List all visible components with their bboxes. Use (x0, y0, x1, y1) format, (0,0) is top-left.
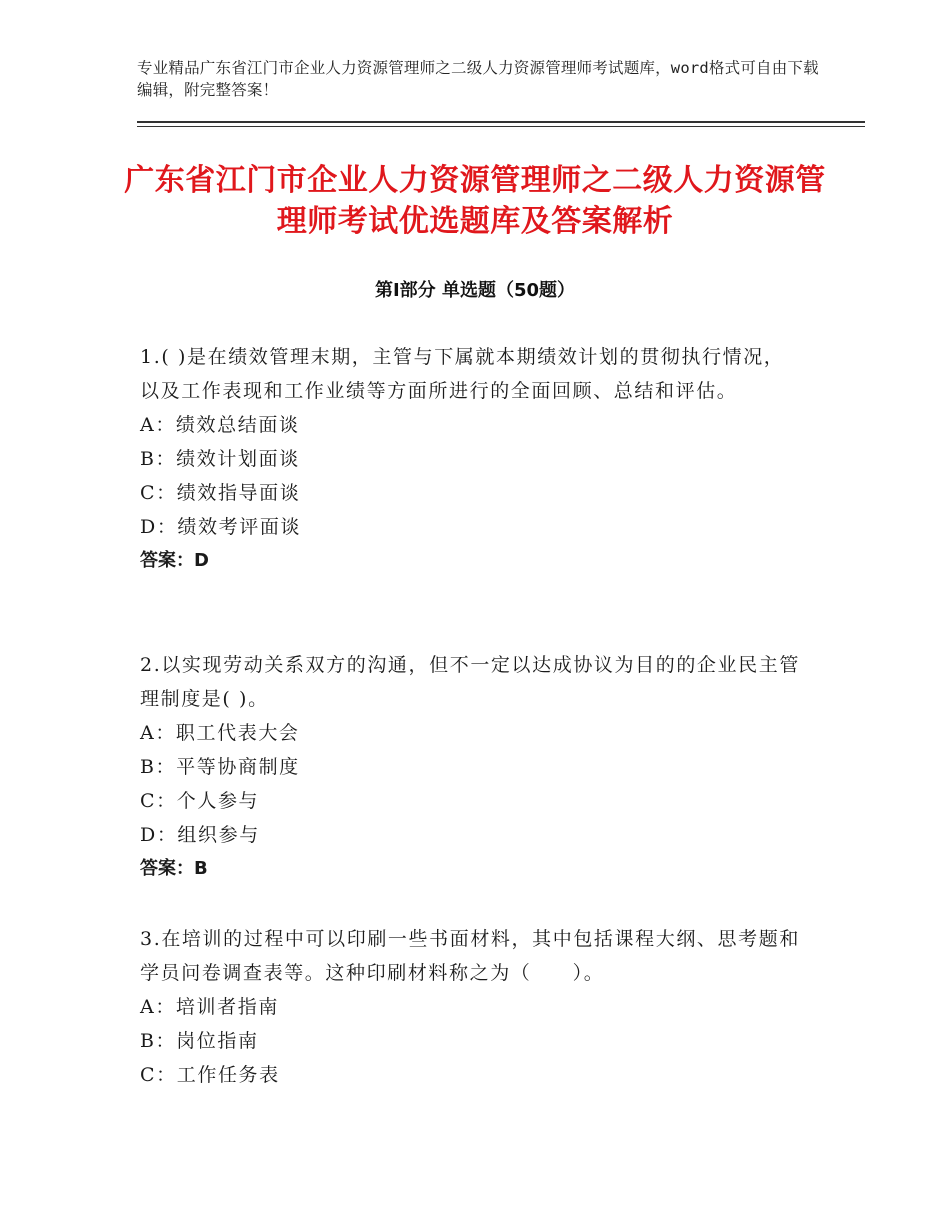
option-d: D：绩效考评面谈 (140, 516, 302, 538)
answer: 答案：D (140, 550, 209, 571)
option-b: B：绩效计划面谈 (140, 448, 300, 470)
option-c: C：个人参与 (140, 790, 260, 812)
header-rule-thin (137, 126, 865, 127)
option-b: B：岗位指南 (140, 1030, 259, 1052)
option-a: A：培训者指南 (140, 996, 279, 1018)
question-stem: 1.( )是在绩效管理末期，主管与下属就本期绩效计划的贯彻执行情况，以及工作表现和工作业绩等方面所进行的全面回顾、总结和评估。 (140, 346, 785, 402)
question-2 (140, 648, 800, 886)
question-1 (140, 340, 800, 578)
answer: 答案：B (140, 858, 208, 879)
question-stem: 2.以实现劳动关系双方的沟通，但不一定以达成协议为目的的企业民主管理制度是( )。 (140, 654, 800, 710)
header-rule-thick (137, 121, 865, 123)
document-title: 广东省江门市企业人力资源管理师之二级人力资源管理师考试优选题库及答案解析 (124, 163, 826, 239)
question-3 (140, 922, 800, 1092)
option-c: C：工作任务表 (140, 1064, 280, 1086)
section-heading: 第Ⅰ部分 单选题（50题） (374, 280, 575, 301)
option-c: C：绩效指导面谈 (140, 482, 301, 504)
option-a: A：绩效总结面谈 (140, 414, 300, 436)
option-a: A：职工代表大会 (140, 722, 300, 744)
question-stem: 3.在培训的过程中可以印刷一些书面材料，其中包括课程大纲、思考题和学员问卷调查表等。这种印刷材料称之为（ ）。 (140, 928, 800, 984)
option-b: B：平等协商制度 (140, 756, 300, 778)
option-d: D：组织参与 (140, 824, 260, 846)
header-note: 专业精品广东省江门市企业人力资源管理师之二级人力资源管理师考试题库，word格式可自由下载编辑，附完整答案！ (137, 59, 819, 99)
